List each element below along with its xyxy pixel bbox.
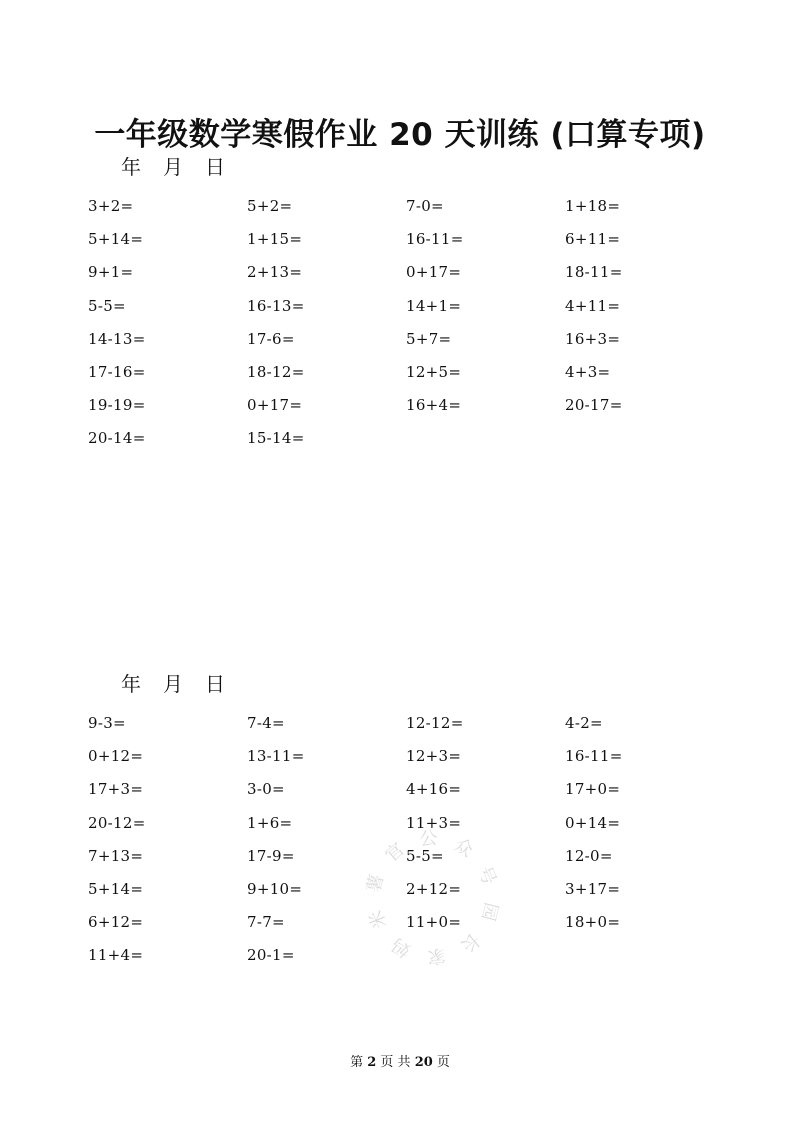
problem: 16-11=: [565, 747, 623, 766]
problem: 4+3=: [565, 362, 611, 381]
problem: 2+13=: [247, 263, 303, 282]
problem: 16-13=: [247, 296, 305, 315]
problem: 17-16=: [88, 362, 146, 381]
watermark-char: 米: [365, 907, 392, 932]
problem: [565, 943, 724, 976]
problem: 7+13=: [88, 846, 144, 865]
problem: 20-1=: [247, 946, 295, 965]
problem: 6+11=: [565, 230, 621, 249]
problem: 16+4=: [406, 396, 462, 415]
problem: 12-12=: [406, 714, 464, 732]
problem: 3-0=: [247, 780, 285, 799]
problem: 11+3=: [406, 813, 462, 832]
day-label: 日: [205, 155, 225, 179]
watermark-seal: [360, 825, 505, 970]
problem: 20-14=: [88, 429, 146, 448]
problem: 0+17=: [247, 396, 303, 415]
problem: 5+14=: [88, 230, 144, 249]
date-line: [121, 668, 225, 697]
problem: 4-2=: [565, 714, 603, 732]
problem: 5+7=: [406, 329, 452, 348]
problem: 18-11=: [565, 263, 623, 282]
page-footer: [0, 1051, 800, 1070]
problem: 4+11=: [565, 296, 621, 315]
problem: 14+1=: [406, 296, 462, 315]
problem: 17-6=: [247, 329, 295, 348]
year-label: 年: [121, 672, 141, 696]
problem: 11+4=: [88, 946, 144, 965]
problem: 0+17=: [406, 263, 462, 282]
date-line: [121, 151, 225, 180]
problem: 9-3=: [88, 714, 126, 732]
problem: 17+3=: [88, 780, 144, 799]
watermark-char: 公: [418, 827, 439, 851]
problem: 1+18=: [565, 197, 621, 215]
problem: 7-0=: [406, 197, 444, 215]
problem: 7-4=: [247, 714, 285, 732]
problem: 13-11=: [247, 747, 305, 766]
problem: 1+6=: [247, 813, 293, 832]
watermark-char: 号: [473, 863, 500, 888]
watermark-char: 妈: [388, 933, 415, 961]
problem: 12+5=: [406, 362, 462, 381]
problem: 17+0=: [565, 780, 621, 799]
problem: [565, 426, 724, 459]
problem: 9+1=: [88, 263, 134, 282]
problem: 0+14=: [565, 813, 621, 832]
problem: 18+0=: [565, 913, 621, 932]
day-label: 日: [205, 672, 225, 696]
problem: 19-19=: [88, 396, 146, 415]
problem: 3+2=: [88, 197, 134, 215]
problem: 3+17=: [565, 879, 621, 898]
problem: 9+10=: [247, 879, 303, 898]
problem: 5-5=: [88, 296, 126, 315]
footer-prefix: 第: [350, 1055, 364, 1070]
page-number: 2: [367, 1055, 377, 1070]
problem: 17-9=: [247, 846, 295, 865]
watermark-char: 薯: [363, 872, 389, 895]
problem: 1+15=: [247, 230, 303, 249]
problem: 20-17=: [565, 396, 623, 415]
problem: 5+2=: [247, 197, 293, 215]
problem: 16+3=: [565, 329, 621, 348]
problem: 20-12=: [88, 813, 146, 832]
footer-middle: 页 共: [380, 1055, 411, 1070]
problem: 12+3=: [406, 747, 462, 766]
watermark-char: 众: [450, 834, 477, 862]
problem: 5+14=: [88, 879, 144, 898]
page-total: 20: [414, 1055, 433, 1070]
problem: 15-14=: [247, 429, 305, 448]
month-label: 月: [163, 155, 183, 179]
page-title: 一年级数学寒假作业 20 天训练 (口算专项): [94, 116, 706, 153]
watermark-char: 官: [381, 838, 409, 867]
problem: 14-13=: [88, 329, 146, 348]
problem: 18-12=: [247, 362, 305, 381]
year-label: 年: [121, 155, 141, 179]
problem: 11+0=: [406, 913, 462, 932]
problem: 12-0=: [565, 846, 613, 865]
watermark-char: 长: [456, 928, 484, 957]
problem: 4+16=: [406, 780, 462, 799]
problem: 16-11=: [406, 230, 464, 249]
problem: 5-5=: [406, 846, 444, 865]
watermark-char: 园: [476, 900, 502, 923]
problem: 6+12=: [88, 913, 144, 932]
problem: 2+12=: [406, 879, 462, 898]
month-label: 月: [163, 672, 183, 696]
problem-grid-1: [88, 194, 724, 460]
footer-suffix: 页: [436, 1055, 450, 1070]
problem: [406, 426, 565, 459]
problem: 7-7=: [247, 913, 285, 932]
problem: 0+12=: [88, 747, 144, 766]
watermark-char: 家: [426, 944, 447, 968]
